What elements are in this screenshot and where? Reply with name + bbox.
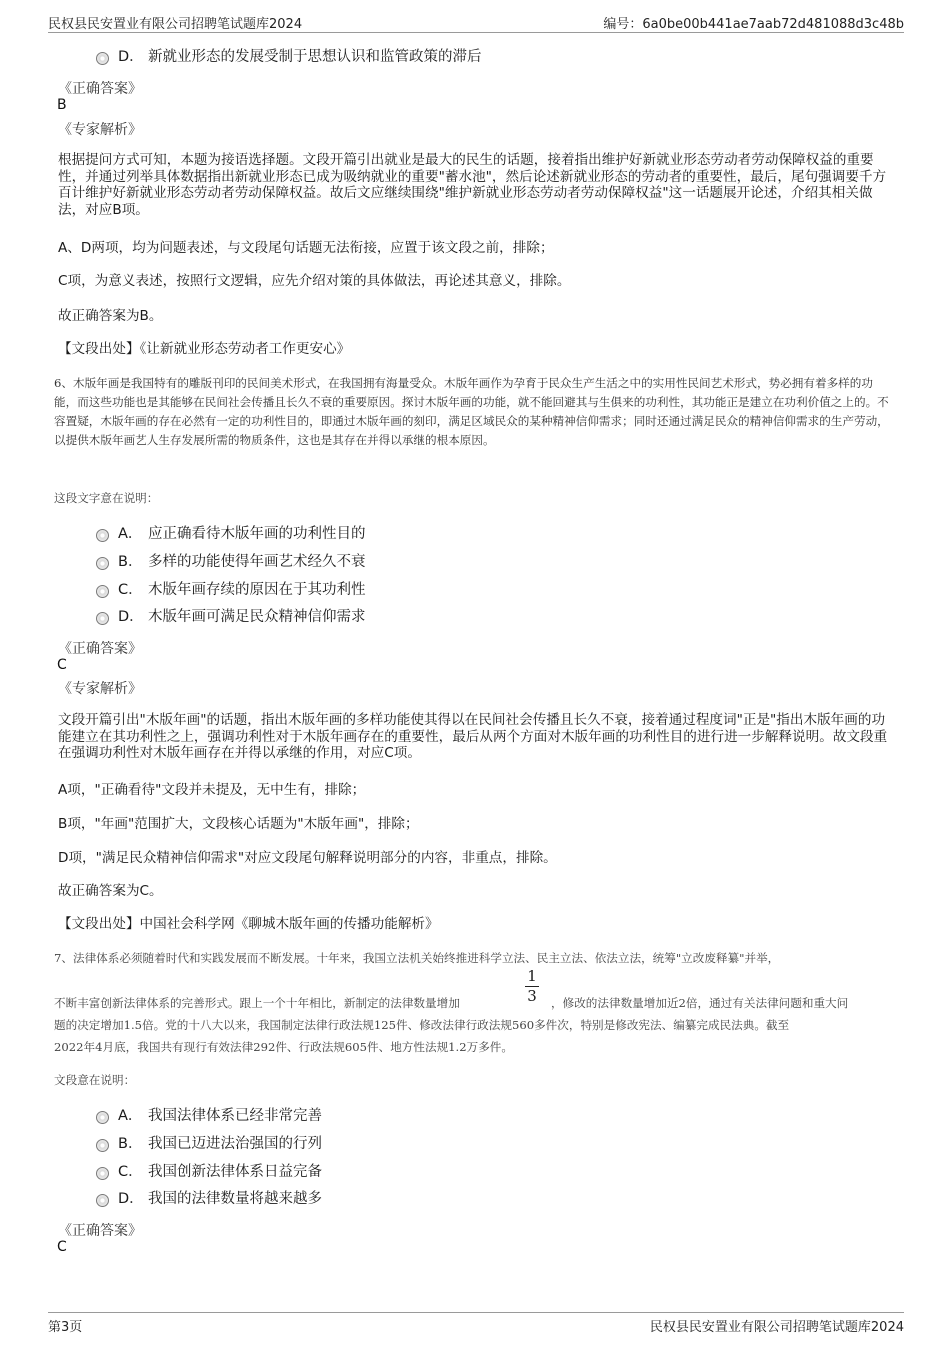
q5-analysis-p4: 故正确答案为B。 [58,308,163,324]
q6-stem: 6、木版年画是我国特有的雕版刊印的民间美术形式，在我国拥有海量受众。木版年画作为孕育于民众生产生活之中的实用性民间艺术形式，势必拥有着多样的功能，而这些功能也是其能够在民间社会传播且长久不衰的重要原因。探讨木版年画的功能，就不能回避其与生俱来的功利性，其功能正是建立在功利价值之上的。不容置疑，木版年画的存在必然有一定的功利性目的，即通过木版年画的刻印，满足区域民众的某种精神信仰需求；同时还通过满足民众的精神信仰需求的生产劳动，以提供木版年画艺人生存发展所需的物质条件，这也是其存在并得以承继的根本原因。 [54,376,889,447]
q5-analysis-label: 《专家解析》 [58,122,142,138]
q5-source: 【文段出处】《让新就业形态劳动者工作更安心》 [58,341,351,357]
header-title: 民权县民安置业有限公司招聘笔试题库2024 [48,17,303,32]
q6-analysis-p5: 故正确答案为C。 [58,883,163,899]
q6-answer-label: 《正确答案》 [58,641,142,657]
q6-analysis-p3: B项，"年画"范围扩大，文段核心话题为"木版年画"，排除； [58,816,419,832]
q6-analysis-p2: A项，"正确看待"文段并未提及，无中生有，排除； [58,782,366,798]
q7-stem-line2b: ，修改的法律数量增加近2倍，通过有关法律问题和重大问 [551,996,849,1010]
q5-analysis-p1: 根据提问方式可知，本题为接语选择题。文段开篇引出就业是最大的民生的话题，接着指出维护好新就业形态劳动者劳动保障权益的重要性，并通过列举具体数据指出新就业形态已成为吸纳就业的重要"蓄水池"，然后论述新就业形态的劳动者的重要性，最后，尾句强调要千方百计维护好新就业形态劳动者劳动保障权益。故后文应继续围绕"维护新就业形态劳动者劳动保障权益"这一话题展开论述，介绍其相关做法，对应B项。 [58,152,887,218]
q5-answer: B [57,97,67,113]
radio-icon[interactable] [96,585,109,598]
footer-page-number: 第3页 [48,1320,83,1335]
radio-icon[interactable] [96,1167,109,1180]
radio-icon[interactable] [96,529,109,542]
q6-answer: C [57,657,67,673]
q6-analysis-label: 《专家解析》 [58,681,142,697]
q6-analysis-p1: 文段开篇引出"木版年画"的话题，指出木版年画的多样功能使其得以在民间社会传播且长久不衰，接着通过程度词"正是"指出木版年画的功能建立在其功利性之上，强调功利性对于木版年画存在的重要性，最后从两个方面对木版年画的功利性目的进行进一步解释说明。故文段重在强调功利性对木版年画存在并得以承继的作用，对应C项。 [58,712,888,761]
q5-answer-label: 《正确答案》 [58,81,142,97]
radio-icon[interactable] [96,1111,109,1124]
page-footer [48,1312,904,1333]
radio-icon[interactable] [96,557,109,570]
radio-icon[interactable] [96,612,109,625]
q6-prompt: 这段文字意在说明： [54,491,159,505]
q7-stem-line2a: 不断丰富创新法律体系的完善形式。跟上一个十年相比，新制定的法律数量增加 [54,996,460,1010]
q5-analysis-p3: C项，为意义表述，按照行文逻辑，应先介绍对策的具体做法，再论述其意义，排除。 [58,273,571,289]
fraction-denominator: 3 [527,987,537,1005]
q7-answer-label: 《正确答案》 [58,1223,142,1239]
radio-icon[interactable] [96,1139,109,1152]
q6-source: 【文段出处】中国社会科学网《聊城木版年画的传播功能解析》 [58,916,439,932]
q6-analysis-p4: D项，"满足民众精神信仰需求"对应文段尾句解释说明部分的内容，非重点，排除。 [58,850,557,866]
q7-fraction [525,968,539,1005]
page-header [48,12,904,33]
q5-analysis-p2: A、D两项，均为问题表述，与文段尾句话题无法衔接，应置于该文段之前，排除； [58,240,554,256]
q7-stem-line1: 7、法律体系必须随着时代和实践发展而不断发展。十年来，我国立法机关始终推进科学立法、民主立法、依法立法，统筹"立改废释纂"并举， [54,951,780,965]
header-code: 编号：6a0be00b441ae7aab72d481088d3c48b [603,17,904,32]
q7-answer: C [57,1239,67,1255]
fraction-numerator: 1 [527,967,537,985]
footer-title: 民权县民安置业有限公司招聘笔试题库2024 [649,1320,904,1335]
radio-icon[interactable] [96,1194,109,1207]
q7-prompt: 文段意在说明： [54,1073,136,1087]
q7-stem-line3: 题的决定增加1.5倍。党的十八大以来，我国制定法律行政法规125件、修改法律行政法规560多件次，特别是修改宪法、编纂完成民法典。截至 [54,1018,790,1032]
radio-icon[interactable] [96,52,109,65]
q7-stem-line4: 2022年4月底，我国共有现行有效法律292件、行政法规605件、地方性法规1.2万多件。 [54,1040,513,1054]
